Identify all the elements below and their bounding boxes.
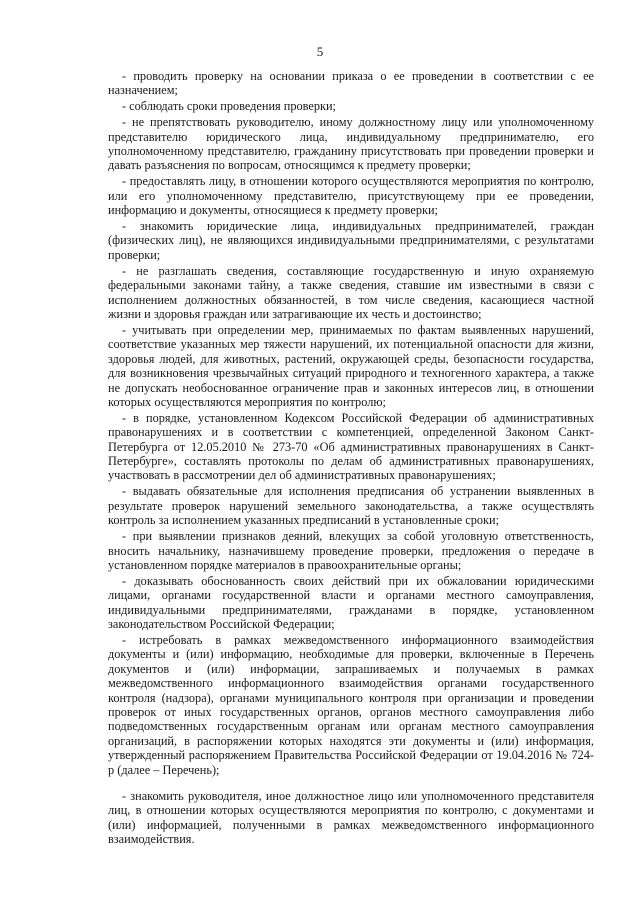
paragraph-9: - выдавать обязательные для исполнения предписания об устранении выявленных в результате проверок нарушений земельного законодательства, а также осуществлять контроль за исполнением указанных предписаний в установленные сроки; xyxy=(108,484,594,528)
paragraph-1: - проводить проверку на основании приказа о ее проведении в соответствии с ее назначением; xyxy=(108,69,594,98)
paragraph-13: - знакомить руководителя, иное должностное лицо или уполномоченного представителя лиц, в отношении которых осуществляются мероприятия по контролю, с документами и (или) информацией, полученными в рамках межведомственного информационного взаимодействия. xyxy=(108,789,594,847)
paragraph-7: - учитывать при определении мер, принимаемых по фактам выявленных нарушений, соответствие указанных мер тяжести нарушений, их потенциальной опасности для жизни, здоровья людей, для животных, растений, окружающей среды, безопасности государства, для возникновения чрезвычайных ситуаций природного и техногенного характера, а также не допускать необоснованное ограничение прав и законных интересов лиц, в отношении которых осуществляются мероприятия по контролю; xyxy=(108,322,594,409)
paragraph-3: - не препятствовать руководителю, иному должностному лицу или уполномоченному представителю юридического лица, индивидуальному предпринимателю, его уполномоченному представителю, гражданину присутствовать при проведении проверки и давать разъяснения по вопросам, относящимся к предмету проверки; xyxy=(108,115,594,173)
paragraph-12: - истребовать в рамках межведомственного информационного взаимодействия документы и (или) информацию, необходимые для проверки, включенные в Перечень документов и (или) информации, запрашиваемых и получаемых в рамках межведомственного информационного взаимодействия органами государственного контроля (надзора), органами муниципального контроля при организации и проведении проверок от иных государственных органов, органов местного самоуправления либо подведомственных государственным органам или органам местного самоуправления организаций, в распоряжении которых находятся эти документы и (или) информация, утвержденный распоряжением Правительства Российской Федерации от 19.04.2016 № 724-р (далее – Перечень); xyxy=(108,632,594,777)
paragraph-11: - доказывать обоснованность своих действий при их обжаловании юридическими лицами, органами государственной власти и органами местного самоуправления, индивидуальными предпринимателями, гражданами в порядке, установленном законодательством Российской Федерации; xyxy=(108,573,594,632)
page-number: 5 xyxy=(316,44,324,59)
document-body xyxy=(108,69,594,848)
paragraph-4: - предоставлять лицу, в отношении которого осуществляются мероприятия по контролю, или его уполномоченному представителю, присутствующему при ее проведении, информацию и документы, относящиеся к предмету проверки; xyxy=(108,174,594,218)
paragraph-6: - не разглашать сведения, составляющие государственную и иную охраняемую федеральными законами тайну, а также сведения, ставшие им известными в связи с исполнением должностных обязанностей, в том числе сведения, касающиеся частной жизни и здоровья граждан или затрагивающие их честь и достоинство; xyxy=(108,263,594,321)
paragraph-10: - при выявлении признаков деяний, влекущих за собой уголовную ответственность, вносить начальнику, назначившему проведение проверки, предложения о передаче в установленном порядке материалов в правоохранительные органы; xyxy=(108,529,594,572)
paragraph-5: - знакомить юридические лица, индивидуальных предпринимателей, граждан (физических лиц), не являющихся индивидуальными предпринимателями, с результатами проверки; xyxy=(108,219,594,262)
paragraph-2: - соблюдать сроки проведения проверки; xyxy=(122,99,336,114)
paragraph-8: - в порядке, установленном Кодексом Российской Федерации об административных правонарушениях и в соответствии с компетенцией, определенной Законом Санкт-Петербурга от 12.05.2010 № 273-70 «Об административных правонарушениях в Санкт-Петербурге», составлять протоколы по делам об административных правонарушениях, участвовать в рассмотрении дел об административных правонарушениях; xyxy=(108,410,594,483)
